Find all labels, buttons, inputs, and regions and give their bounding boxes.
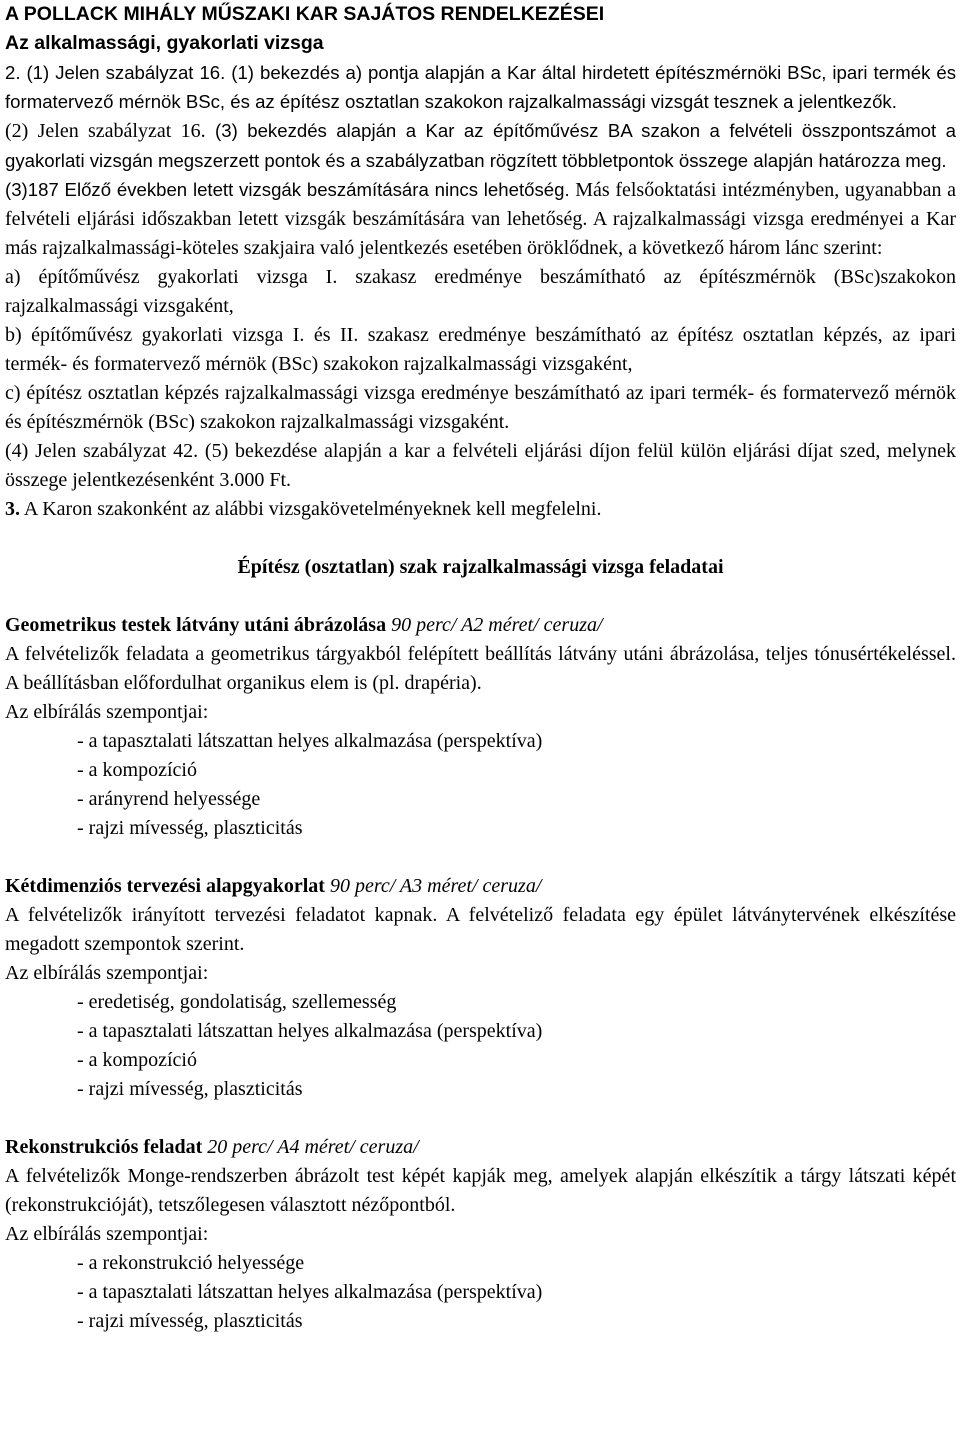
rule-paragraph-5-text: A Karon szakonként az alábbi vizsgakövetelményeknek kell megfelelni.	[20, 498, 602, 520]
criteria-label: Az elbírálás szempontjai:	[5, 701, 209, 723]
exam-section-meta: 90 perc/ A3 méret/ ceruza/	[329, 875, 542, 897]
document-subheading: Az alkalmassági, gyakorlati vizsga	[5, 32, 324, 54]
criteria-item: - a kompozíció	[77, 759, 197, 781]
criteria-item: - a rekonstrukció helyessége	[77, 1252, 305, 1274]
exam-section-reconstruction	[5, 1133, 956, 1336]
rule-paragraph-2-ref: (2) Jelen szabályzat 16.	[5, 120, 206, 142]
exam-section-heading	[5, 1133, 956, 1162]
spacer	[5, 582, 956, 611]
criteria-item: - rajzi mívesség, plaszticitás	[77, 1310, 303, 1332]
exam-section-design	[5, 872, 956, 1104]
rule-paragraph-5-number: 3.	[5, 498, 20, 520]
criteria-item: - a tapasztalati látszattan helyes alkalmazása (perspektíva)	[77, 1281, 543, 1303]
exam-section-description: A felvételizők feladata a geometrikus tárgyakból felépített beállítás látvány utáni ábrázolása, teljes tónusértékeléssel. A beállításban előfordulhat organikus elem is (pl. drapéria).	[5, 643, 956, 694]
rule-paragraph-4: (4) Jelen szabályzat 42. (5) bekezdése alapján a kar a felvételi eljárási díjon felül külön eljárási díjat szed, melynek összege jelentkezésenként 3.000 Ft.	[5, 440, 956, 491]
exam-section-name: Rekonstrukciós feladat	[5, 1136, 203, 1158]
spacer	[5, 524, 956, 553]
criteria-label: Az elbírálás szempontjai:	[5, 962, 209, 984]
criteria-item: - rajzi mívesség, plaszticitás	[77, 817, 303, 839]
criteria-item: - a tapasztalati látszattan helyes alkalmazása (perspektíva)	[77, 1020, 543, 1042]
criteria-item: - eredetiség, gondolatiság, szellemesség	[77, 991, 397, 1013]
document-heading: A POLLACK MIHÁLY MŰSZAKI KAR SAJÁTOS RENDELKEZÉSEI	[5, 3, 605, 25]
rule-paragraph-2-text: (3) bekezdés alapján a Kar az építőművész BA szakon a felvételi összpontszámot a gyakorlati vizsgán megszerzett pontok és a szabályzatban rögzített többletpontok összege alapján határozza meg.	[5, 120, 956, 171]
chain-item-a: a) építőművész gyakorlati vizsga I. szakasz eredménye beszámítható az építészmérnök (BSc)szakokon rajzalkalmassági vizsgaként,	[5, 266, 956, 317]
exam-section-geometric	[5, 611, 956, 843]
exam-section-description: A felvételizők irányított tervezési feladatot kapnak. A felvételiző feladata egy épület látványtervének elkészítése megadott szempontok szerint.	[5, 904, 956, 955]
spacer	[5, 1104, 956, 1133]
exam-section-description: A felvételizők Monge-rendszerben ábrázolt test képét kapják meg, amelyek alapján elkészítik a tárgy látszati képét (rekonstrukcióját), tetszőlegesen választott nézőpontból.	[5, 1165, 956, 1216]
rule-paragraph-2	[5, 116, 956, 175]
rule-paragraph-3	[5, 175, 956, 263]
rule-paragraph-3-text: Más felsőoktatási intézményben, ugyanabban a felvételi eljárási időszakban letett vizsgák beszámítására van lehetőség. A rajzalkalmassági vizsga eredményei a Kar más rajzalkalmassági-köteles szakjaira való jelentkezés esetében öröklődnek, a következő három lánc szerint:	[5, 179, 956, 259]
exam-section-meta: 90 perc/ A2 méret/ ceruza/	[391, 614, 603, 636]
exam-section-meta: 20 perc/ A4 méret/ ceruza/	[207, 1136, 419, 1158]
criteria-item: - a kompozíció	[77, 1049, 197, 1071]
rule-paragraph-1: 2. (1) Jelen szabályzat 16. (1) bekezdés a) pontja alapján a Kar által hirdetett építészmérnöki BSc, ipari termék és formatervező mérnök BSc, és az építész osztatlan szakokon rajzalkalmassági vizsgát tesznek a jelentkezők.	[5, 62, 956, 112]
criteria-item: - rajzi mívesség, plaszticitás	[77, 1078, 303, 1100]
chain-item-b: b) építőművész gyakorlati vizsga I. és II. szakasz eredménye beszámítható az építész osztatlan képzés, az ipari termék- és formatervező mérnök (BSc) szakokon rajzalkalmassági vizsgaként,	[5, 324, 956, 375]
criteria-item: - arányrend helyessége	[77, 788, 261, 810]
rule-paragraph-5	[5, 495, 956, 524]
exam-section-name: Kétdimenziós tervezési alapgyakorlat	[5, 875, 325, 897]
exam-title: Építész (osztatlan) szak rajzalkalmassági vizsga feladatai	[237, 556, 724, 578]
criteria-label: Az elbírálás szempontjai:	[5, 1223, 209, 1245]
exam-section-heading	[5, 872, 956, 901]
chain-item-c: c) építész osztatlan képzés rajzalkalmassági vizsga eredménye beszámítható az ipari termék- és formatervező mérnök és építészmérnök (BSc) szakokon rajzalkalmassági vizsgaként.	[5, 382, 956, 433]
spacer	[5, 843, 956, 872]
criteria-item: - a tapasztalati látszattan helyes alkalmazása (perspektíva)	[77, 730, 543, 752]
exam-section-heading	[5, 611, 956, 640]
exam-section-name: Geometrikus testek látvány utáni ábrázolása	[5, 614, 387, 636]
rule-paragraph-3-ref: (3)187 Előző években letett vizsgák beszámítására nincs lehetőség.	[5, 179, 570, 200]
